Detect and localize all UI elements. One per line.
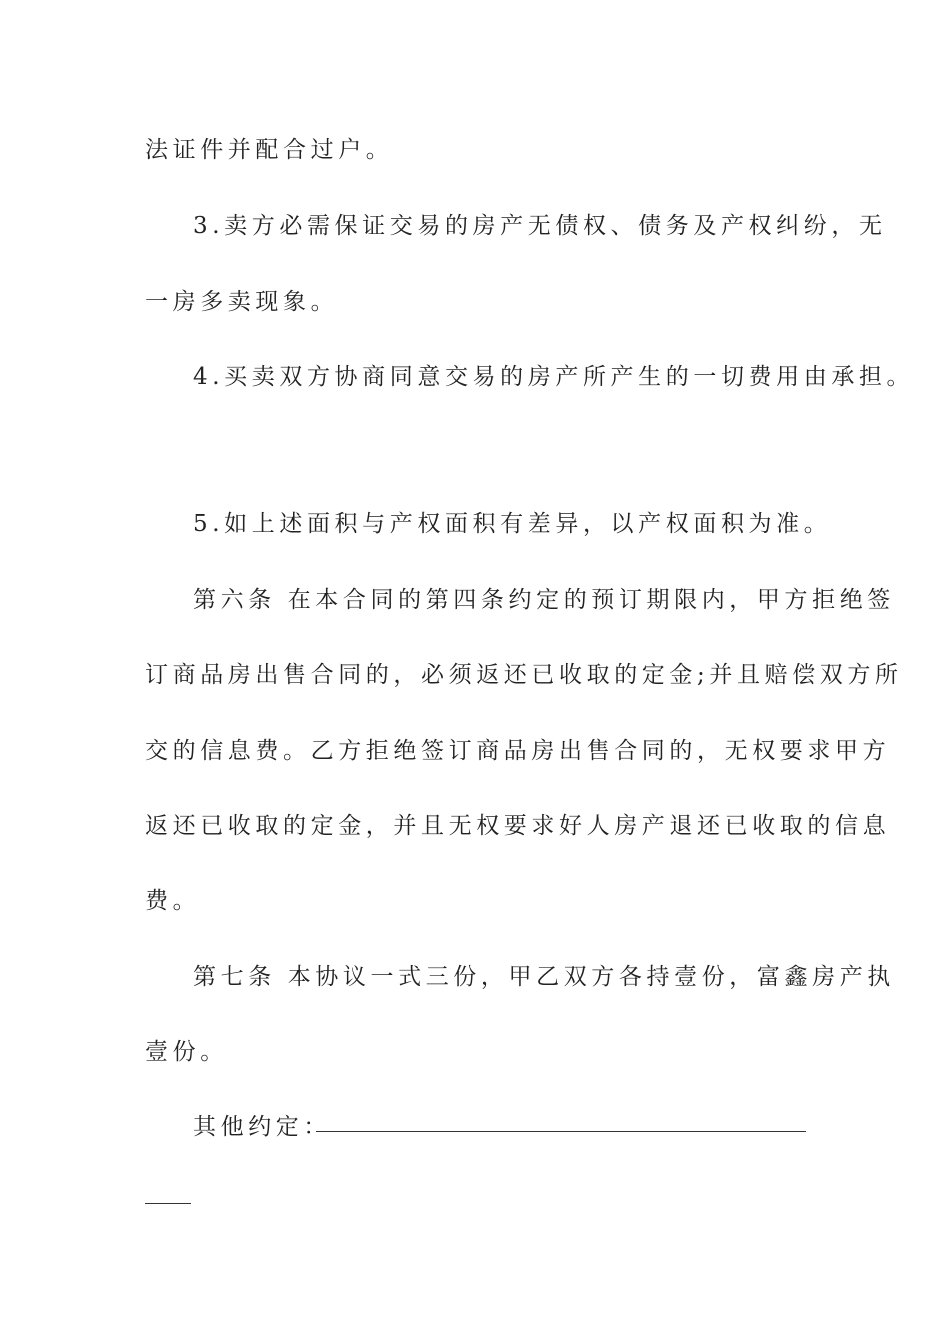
- paragraph-line-3: 一房多卖现象。: [145, 289, 339, 315]
- paragraph-line-2: 3.卖方必需保证交易的房产无债权、债务及产权纠纷，无: [193, 213, 887, 239]
- other-terms-fill-line: [316, 1131, 806, 1132]
- paragraph-line-4: 4.买卖双方协商同意交易的房产所产生的一切费用由承担。: [193, 364, 915, 390]
- paragraph-line-8: 交的信息费。乙方拒绝签订商品房出售合同的，无权要求甲方: [145, 738, 891, 764]
- paragraph-line-12: 壹份。: [145, 1039, 228, 1065]
- paragraph-line-10: 费。: [145, 888, 201, 914]
- other-terms-label: 其他约定：: [193, 1114, 331, 1140]
- other-terms-fill-line-continued: [145, 1203, 191, 1204]
- paragraph-line-6: 第六条 在本合同的第四条约定的预订期限内，甲方拒绝签: [193, 587, 895, 613]
- paragraph-line-11: 第七条 本协议一式三份，甲乙双方各持壹份，富鑫房产执: [193, 964, 895, 990]
- paragraph-line-1: 法证件并配合过户。: [145, 137, 394, 163]
- paragraph-line-5: 5.如上述面积与产权面积有差异，以产权面积为准。: [193, 511, 832, 537]
- paragraph-line-9: 返还已收取的定金，并且无权要求好人房产退还已收取的信息: [145, 813, 891, 839]
- paragraph-line-7: 订商品房出售合同的，必须返还已收取的定金;并且赔偿双方所: [145, 662, 903, 688]
